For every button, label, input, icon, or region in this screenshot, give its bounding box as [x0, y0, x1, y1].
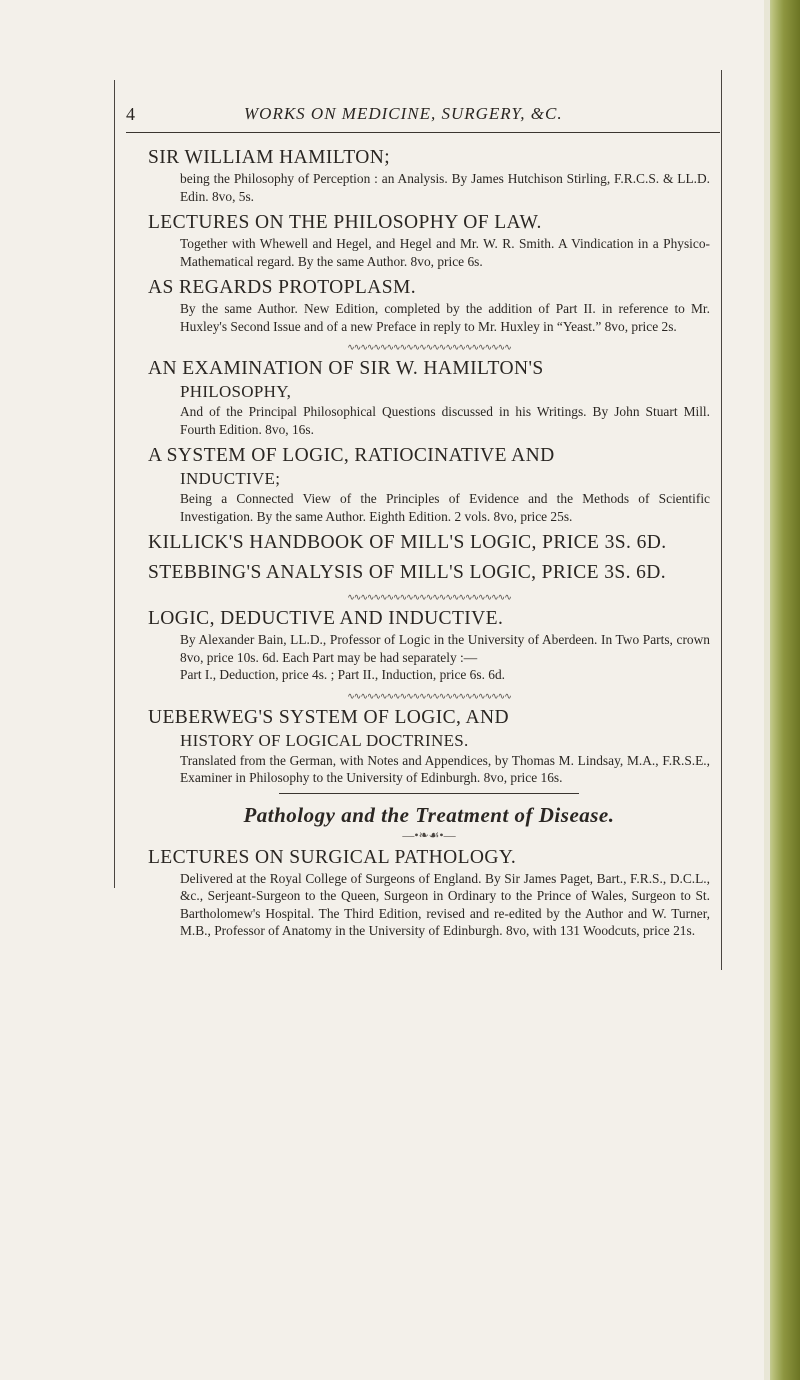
header-rule: [126, 132, 720, 133]
entry-body: being the Philosophy of Perception : an Analysis. By James Hutchison Stirling, F.R.C.S. & LL.D. Edin. 8vo, 5s.: [180, 171, 710, 204]
entry-subtitle: HISTORY OF LOGICAL DOCTRINES.: [180, 730, 469, 750]
entry-body-parts: Part I., Deduction, price 4s. ; Part II., Induction, price 6s. 6d.: [180, 667, 506, 682]
entry-title: LOGIC, DEDUCTIVE AND INDUCTIVE.: [148, 608, 504, 629]
frame-line-left: [114, 80, 115, 888]
catalogue-entry: [148, 706, 710, 787]
entry-subtitle: PHILOSOPHY,: [180, 382, 292, 401]
entry-title: AN EXAMINATION OF SIR W. HAMILTON'S: [148, 358, 544, 379]
entry-body: By Alexander Bain, LL.D., Professor of Logic in the University of Aberdeen. In Two Parts, crown 8vo, price 10s. 6d. Each Part may be had separately :—: [180, 632, 710, 665]
catalogue-entry: [148, 531, 710, 555]
catalogue-entry: [148, 444, 710, 525]
catalogue-entry: [148, 357, 710, 438]
page-header: [126, 104, 726, 132]
entry-subtitle: INDUCTIVE;: [180, 469, 281, 488]
frame-line-right: [721, 70, 722, 970]
entry-title: LECTURES ON SURGICAL PATHOLOGY.: [148, 846, 517, 868]
catalogue-entry: [148, 561, 710, 585]
page-number: 4: [126, 104, 135, 124]
entry-title: SIR WILLIAM HAMILTON;: [148, 147, 391, 168]
wave-divider: ∿∿∿∿∿∿∿∿∿∿∿∿∿∿∿∿∿∿∿∿∿∿∿∿∿: [347, 342, 511, 352]
entry-body: By the same Author. New Edition, completed by the addition of Part II. in reference to Mr. Huxley's Second Issue and of a new Preface in reply to Mr. Huxley in “Yeast.” 8vo, price 2s.: [180, 301, 710, 334]
section-rule: [279, 793, 579, 794]
entry-body: Being a Connected View of the Principles of Evidence and the Methods of Scientific Investigation. By the same Author. Eighth Edition. 2 vols. 8vo, price 25s.: [180, 491, 710, 524]
catalogue-entry: [148, 211, 710, 270]
ornament: —•❧☙•—: [402, 827, 456, 842]
wave-divider: ∿∿∿∿∿∿∿∿∿∿∿∿∿∿∿∿∿∿∿∿∿∿∿∿∿: [347, 592, 511, 602]
section-heading: Pathology and the Treatment of Disease.: [243, 802, 615, 827]
page-edge: [764, 0, 800, 1380]
entry-body: Together with Whewell and Hegel, and Hegel and Mr. W. R. Smith. A Vindication in a Physico-Mathematical regard. By the same Author. 8vo, price 6s.: [180, 236, 710, 269]
catalogue-entry: [148, 846, 710, 940]
running-title: WORKS ON MEDICINE, SURGERY, &C.: [244, 104, 563, 123]
catalogue-content: [148, 142, 710, 946]
entry-title: AS REGARDS PROTOPLASM.: [148, 277, 416, 298]
catalogue-entry: [148, 146, 710, 205]
catalogue-entry: [148, 276, 710, 335]
entry-title: UEBERWEG'S SYSTEM OF LOGIC, AND: [148, 706, 509, 728]
entry-title: A SYSTEM OF LOGIC, RATIOCINATIVE AND: [148, 445, 555, 466]
entry-body: Delivered at the Royal College of Surgeons of England. By Sir James Paget, Bart., F.R.S., D.C.L., &c., Serjeant-Surgeon to the Queen, Surgeon in Ordinary to the Prince of Wales, Surgeon to St. Bartholomew's Hospital. The Third Edition, revised and re-edited by the Author and W. Turner, M.B., Professor of Anatomy in the University of Edinburgh. 8vo, with 131 Woodcuts, price 21s.: [180, 870, 710, 938]
entry-body: Translated from the German, with Notes and Appendices, by Thomas M. Lindsay, M.A., F.R.S.E., Examiner in Philosophy to the University of Edinburgh. 8vo, price 16s.: [180, 752, 710, 785]
entry-title: LECTURES ON THE PHILOSOPHY OF LAW.: [148, 212, 542, 233]
entry-body: And of the Principal Philosophical Questions discussed in his Writings. By John Stuart Mill. Fourth Edition. 8vo, 16s.: [180, 404, 710, 437]
wave-divider: ∿∿∿∿∿∿∿∿∿∿∿∿∿∿∿∿∿∿∿∿∿∿∿∿∿: [347, 690, 511, 701]
catalogue-entry: [148, 607, 710, 684]
entry-title: KILLICK'S HANDBOOK OF MILL'S LOGIC, PRICE 3S. 6D.: [148, 532, 667, 553]
entry-title: STEBBING'S ANALYSIS OF MILL'S LOGIC, PRICE 3S. 6D.: [148, 562, 667, 583]
